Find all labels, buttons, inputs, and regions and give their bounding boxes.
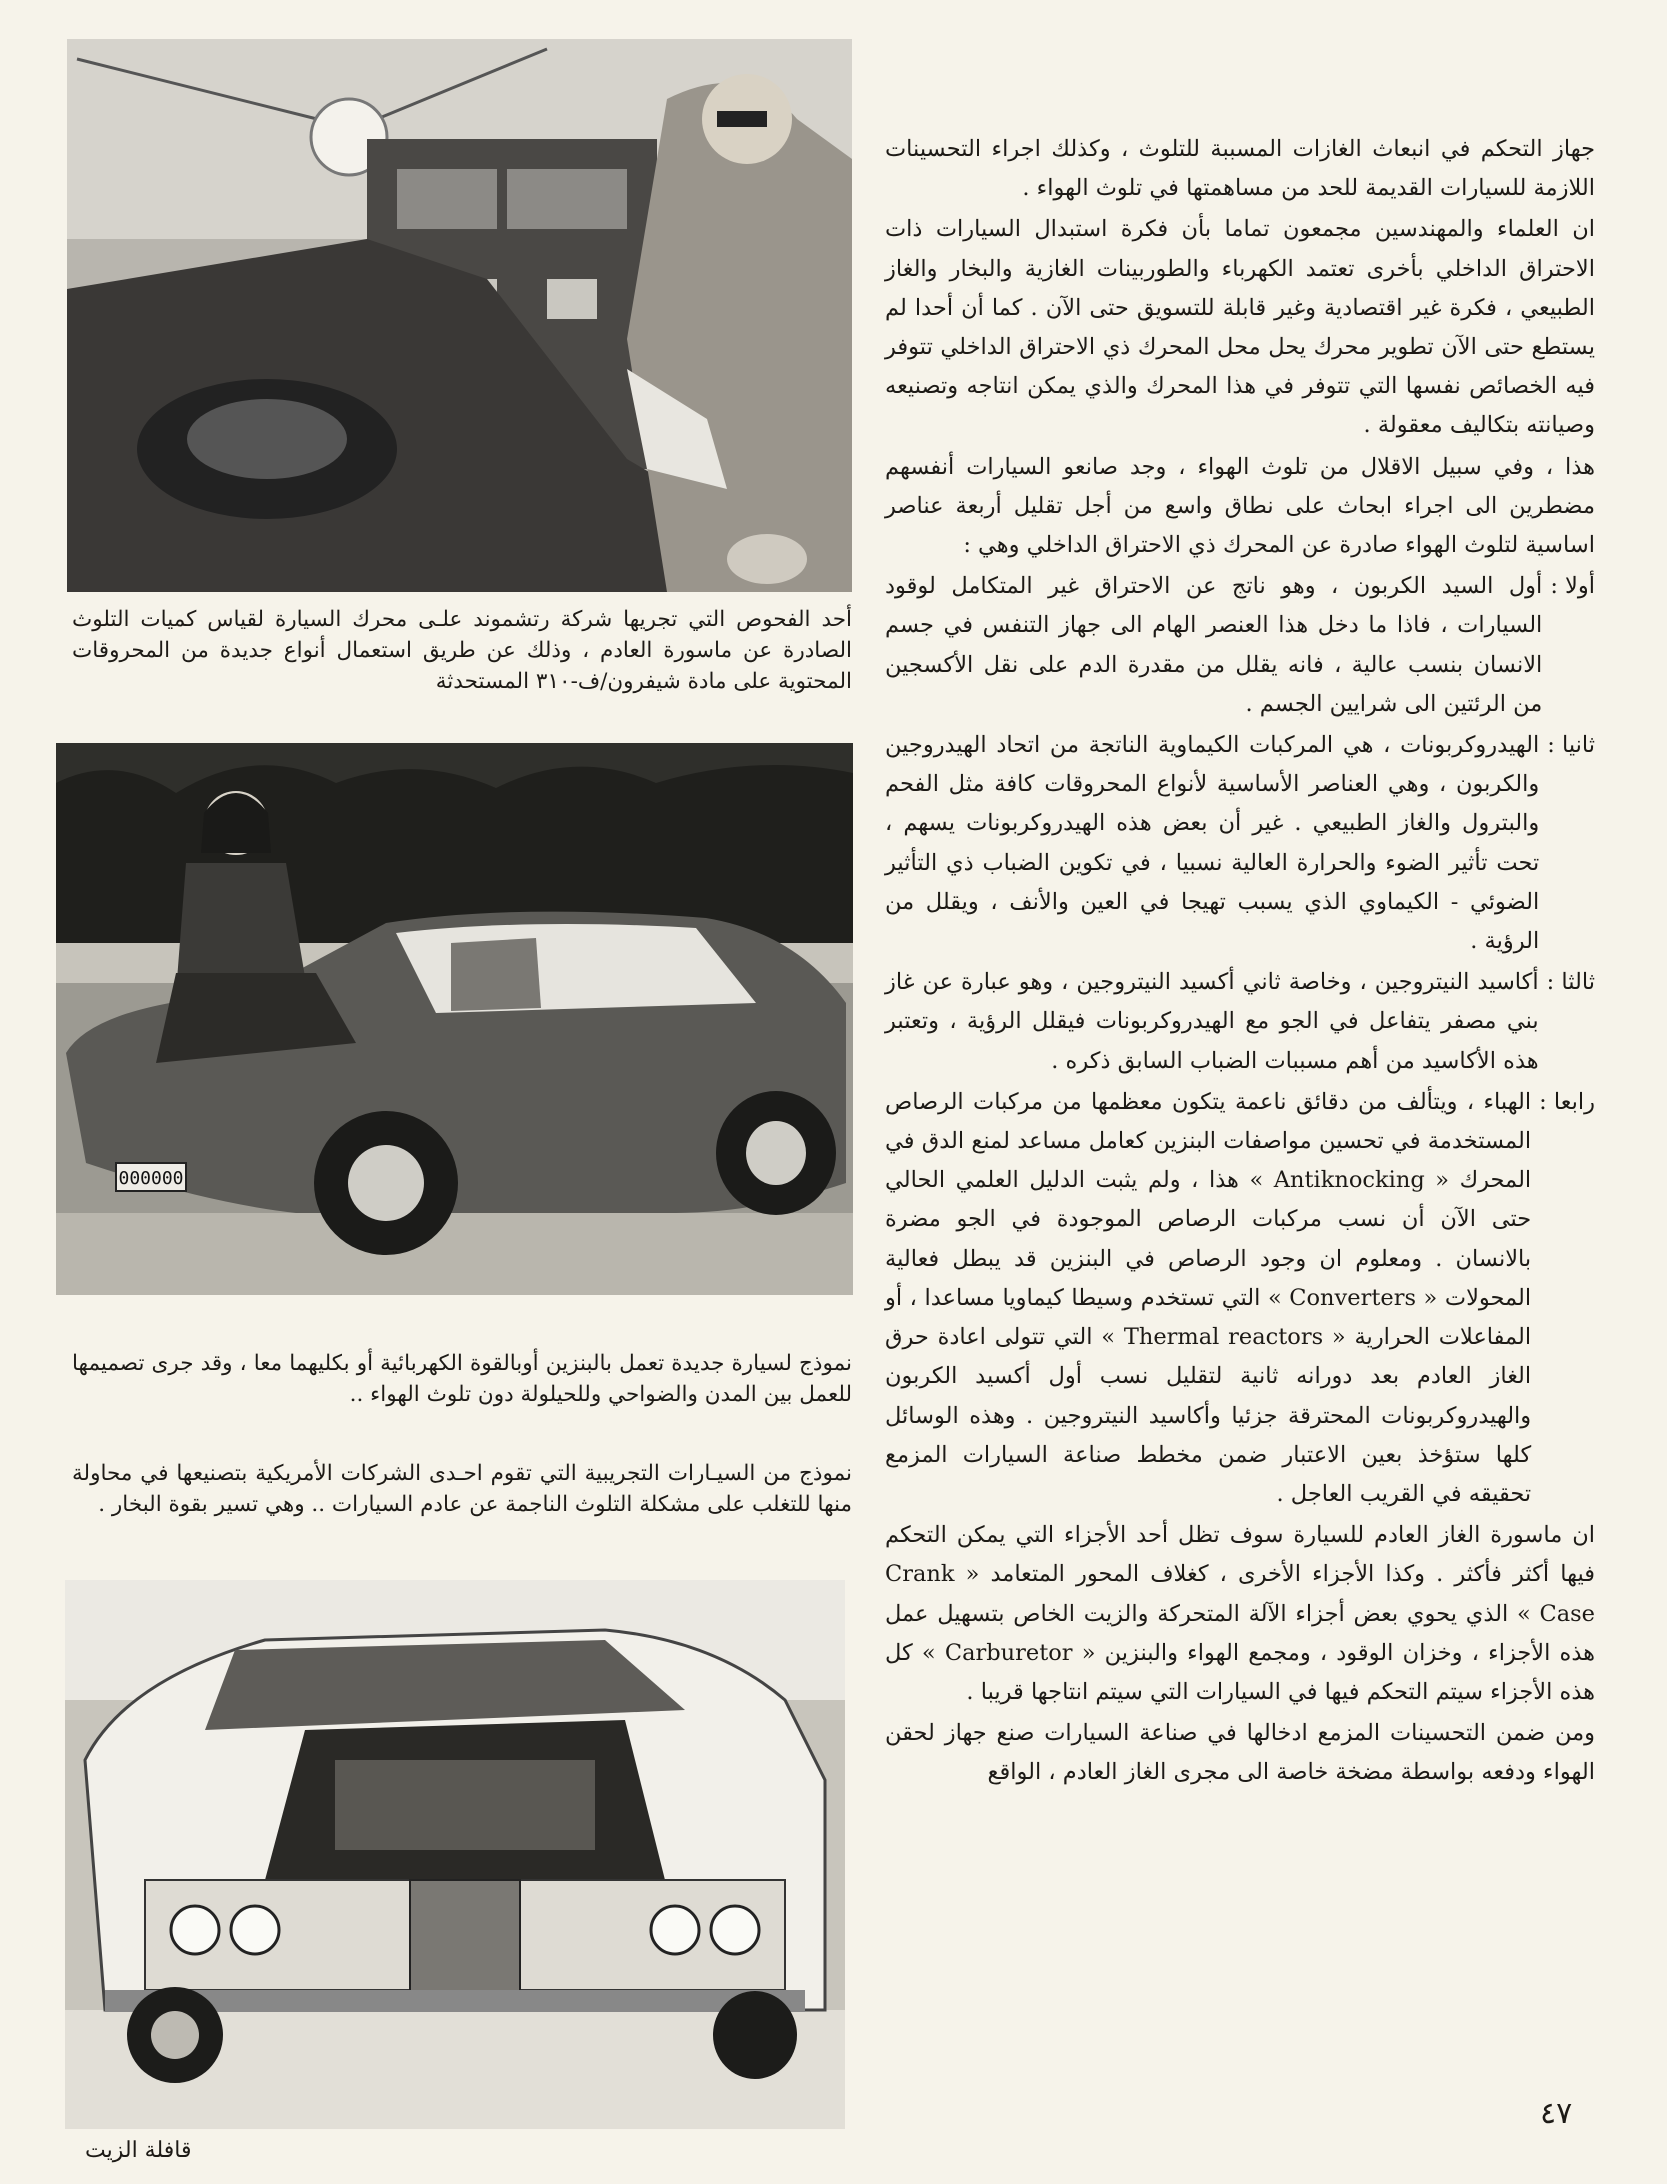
list-item-label: ثانيا : bbox=[1547, 732, 1595, 759]
caption-text: أحد الفحوص التي تجريها شركة رتشموند علـى محرك السيارة لقياس كميات التلوث الصادرة عن ماسورة العادم ، وذلك عن طريق استعمال أنواع جديدة من المحروقات المحتوية على مادة شيفرون/ف-٣١٠ المستحدثة bbox=[72, 607, 852, 694]
page-number: ٤٧ bbox=[1540, 2096, 1573, 2131]
paragraph: هذا ، وفي سبيل الاقلال من تلوث الهواء ، وجد صانعو السيارات أنفسهم مضطرين الى اجراء ابحاث على نطاق واسع من أجل تقليل أربعة عناصر اساسية لتلوث الهواء صادرة عن المحرك ذي الاحتراق الداخلي وهي : bbox=[885, 453, 1595, 559]
list-item bbox=[885, 1083, 1595, 1514]
article-body bbox=[885, 130, 1595, 1795]
caption-text: نموذج لسيارة جديدة تعمل بالبنزين أوبالقوة الكهربائية أو بكليهما معا ، وقد جرى تصميمها للعمل بين المدن والضواحي وللحيلولة دون تلوث الهواء .. bbox=[72, 1351, 852, 1407]
caption-hybrid-car bbox=[72, 1348, 852, 1410]
caption-text: نموذج من السيـارات التجريبية التي تقوم احـدى الشركات الأمريكية بتصنيعها في محاولة منها للتغلب على مشكلة التلوث الناجمة عن عادم السيارات .. وهي تسير بقوة البخار . bbox=[72, 1461, 852, 1517]
paragraph: جهاز التحكم في انبعاث الغازات المسببة للتلوث ، وكذلك اجراء التحسينات اللازمة للسيارات القديمة للحد من مساهمتها في تلوث الهواء . bbox=[885, 136, 1595, 202]
photo-engine-test bbox=[67, 39, 852, 592]
photo-steam-car bbox=[65, 1580, 845, 2129]
list-item-text: أول السيد الكربون ، وهو ناتج عن الاحتراق غير المتكامل لوقود السيارات ، فاذا ما دخل هذا العنصر الهام الى جهاز التنفس في جسم الانسان بنسب عالية ، فانه يقلل من مقدرة الدم على نقل الأكسجين من الرئتين الى شرايين الجسم . bbox=[885, 573, 1543, 717]
caption-steam-car bbox=[72, 1458, 852, 1520]
list-item bbox=[885, 567, 1595, 724]
paragraph: ان ماسورة الغاز العادم للسيارة سوف تظل أحد الأجزاء التي يمكن التحكم فيها أكثر فأكثر . وكذا الأجزاء الأخرى ، كغلاف المحور المتعامد « Crank Case » الذي يحوي بعض أجزاء الآلة المتحركة والزيت الخاص بتسهيل عمل هذه الأجزاء ، وخزان الوقود ، ومجمع الهواء والبنزين « Carburetor » كل هذه الأجزاء سيتم التحكم فيها في السيارات التي سيتم انتاجها قريبا . bbox=[885, 1522, 1595, 1705]
list-item bbox=[885, 963, 1595, 1081]
list-item-label: رابعا : bbox=[1539, 1088, 1595, 1115]
list-item-label: أولا : bbox=[1550, 573, 1595, 600]
list-item-text: الهباء ، ويتألف من دقائق ناعمة يتكون معظمها من مركبات الرصاص المستخدمة في تحسين مواصفات البنزين كعامل مساعد لمنع الدق في المحرك « Antiknocking » هذا ، ولم يثبت الدليل العلمي الحالي حتى الآن أن نسب مركبات الرصاص الموجودة في الجو مضرة بالانسان . ومعلوم ان وجود الرصاص في البنزين قد يبطل فعالية المحولات « Converters » التي تستخدم وسيطا كيماويا مساعدا ، أو المفاعلات الحرارية « Thermal reactors » التي تتولى اعادة حرق الغاز العادم بعد دورانه ثانية لتقليل نسب أول أكسيد الكربون والهيدروكربونات المحترقة جزئيا وأكاسيد النيتروجين . وهذه الوسائل كلها ستؤخذ بعين الاعتبار ضمن مخطط صناعة السيارات المزمع تحقيقه في القريب العاجل . bbox=[885, 1088, 1532, 1507]
list-item bbox=[885, 726, 1595, 961]
paragraph: ومن ضمن التحسينات المزمع ادخالها في صناعة السيارات صنع جهاز لحقن الهواء ودفعه بواسطة مضخة خاصة الى مجرى الغاز العادم ، الواقع bbox=[885, 1720, 1595, 1786]
list-item-text: الهيدروكربونات ، هي المركبات الكيماوية الناتجة من اتحاد الهيدروجين والكربون ، وهي العناصر الأساسية لأنواع المحروقات كافة مثل الفحم والبترول والغاز الطبيعي . غير أن بعض هذه الهيدروكربونات يسهم ، تحت تأثير الضوء والحرارة العالية نسبيا ، في تكوين الضباب ذي التأثير الضوئي - الكيماوي الذي يسبب تهيجا في العين والأنف ، ويقلل من الرؤية . bbox=[885, 732, 1540, 955]
list-item-text: أكاسيد النيتروجين ، وخاصة ثاني أكسيد النيتروجين ، وهو عبارة عن غاز بني مصفر يتفاعل في الجو مع الهيدروكربونات فيقلل الرؤية ، وتعتبر هذه الأكاسيد من أهم مسببات الضباب السابق ذكره . bbox=[885, 969, 1539, 1074]
caption-engine-test bbox=[72, 604, 852, 697]
footer-publication-name: قافلة الزيت bbox=[85, 2138, 192, 2163]
list-item-label: ثالثا : bbox=[1546, 969, 1595, 996]
photo-hybrid-car bbox=[56, 743, 853, 1295]
license-plate: 000000 bbox=[118, 1168, 184, 1189]
paragraph: ان العلماء والمهندسين مجمعون تماما بأن فكرة استبدال السيارات ذات الاحتراق الداخلي بأخرى تعتمد الكهرباء والطوربينات الغازية والبخار والغاز الطبيعي ، فكرة غير اقتصادية وغير قابلة للتسويق حتى الآن . كما أن أحدا لم يستطع حتى الآن تطوير محرك يحل محل المحرك ذي الاحتراق الداخلي تتوفر فيه الخصائص نفسها التي تتوفر في هذا المحرك والذي يمكن انتاجه وتصنيعه وصيانته بتكاليف معقولة . bbox=[885, 216, 1595, 439]
